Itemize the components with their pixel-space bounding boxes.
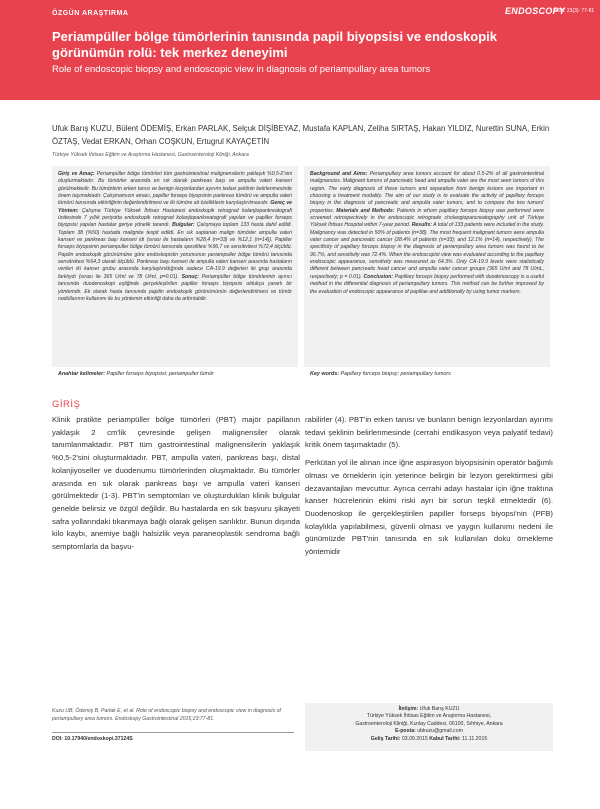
keywords-text: Papiller forseps biyopsisi; periampuller tümör: [105, 371, 214, 377]
accepted-date: 11.11.2015: [460, 735, 488, 742]
abstract-sentence: Periampüller bölge tümörlerinin ayırıcı tanısında duodenoskopi eşliğinde gerçekleştirilen papiller forseps biyopsisi oldukça yararlı bir yöntemdir. Ek olarak hasta tanısında papilin endoskopik görünümünün değerlendirilmesi ve tümör nodüllarının kullanımı ile bu yöntemin etkinliği daha da arttırılabilir.: [58, 273, 293, 302]
abstract-label: Results:: [411, 222, 432, 229]
corr-name: Ufuk Barış KUZU: [418, 706, 460, 712]
affiliation: Türkiye Yüksek İhtisas Eğitim ve Araştırma Hastanesi, Gastroenteroloji Kliniği, Ankara: [52, 152, 249, 158]
doi-link[interactable]: DOI: 10.17940/endoskopi.37124S: [52, 736, 133, 742]
abstract-label: Sonuç:: [181, 273, 199, 280]
abstract-turkish: [52, 166, 298, 367]
abstract-sentence: Periampüller bölge tümörleri tüm gastrointestinal malignensilerin yaklaşık %0,5-2'sini oluşturmaktadır. Bu tümörler arasında en sık olarak pankreas başı ve ampulla vateri kanseri görülmektedir. Bu tümörlerin erken tanısı ve benign lezyonlardan ayırımı tedavi şeklinin belirlenmesinde önem taşımaktadır. Çalışmamızın amacı, papiller forseps biyopsinin pankreas tümörü ve ampulla vateri tümörü tanısında etkinliğinin değerlendirilmesi ve iki tümöre ait özelliklerin karşılaştırılmasıdır.: [58, 171, 292, 207]
correspondence-email: [311, 728, 547, 735]
correspondence-address-1: Türkiye Yüksek İhtisas Eğitim ve Araştırma Hastanesi,: [366, 713, 492, 720]
abstract-label: Bulgular:: [172, 222, 195, 229]
keywords-label: Anahtar kelimeler:: [58, 371, 106, 377]
dates-line: [311, 736, 547, 743]
received-date: 03.09.2015: [400, 735, 428, 742]
correspondence-address-2: Gastroenteroloji Kliniği, Kızılay Caddesi, 06100, Sıhhiye, Ankara: [355, 720, 503, 727]
citation-badge: 2015; 23(3): 77-81: [553, 8, 595, 14]
abstract-label: Background and Aims:: [310, 171, 368, 177]
abstract-sentence: Patients in whom papillary forceps biopsy was performed were screened retrospectively in the endoscopic retrograde cholangiopancreatography unit of Türkiye Yüksek İhtisas Hospital within 7-year period.: [310, 207, 544, 229]
body-paragraph: Klinik pratikte periampüller bölge tümörleri (PBT) majör papillanın yaklaşık 2 cm'lik çevresinde gelişen malignensiler olarak tanımlanmaktadır. PBT tüm gastrointestinal malignensilerin yaklaşık %0,5-2'sini oluşturmaktadır. PBT, ampulla vateri, pankreas başı, distal kolanjiyoseller ve duodenumu tümörlerinden oluşmaktadır. Bu tümörler arasında en sık olarak pankreas başı ve ampulla vateri kanseri görülmektedir (1-3). PBT'in semptomları ve oluşturdukları klinik bulgular genelde belirsiz ve özgül değildir. Bu hastalarda en sık başvuru şikayeti safra yollarındaki tıkanmaya bağlı olarak gelişen sarılıktır. Bunun dışında kilo kaybı, anemiye bağlı halsizlik veya paraneoplastik sendroma bağlı semptomlarla da başvu-: [52, 415, 300, 552]
abstract-english-text: [310, 171, 544, 296]
body-column-right: [305, 414, 553, 564]
citation-note: Kuzu UB, Ödemiş B, Parlak E, et al. Role of endoscopic biopsy and endoscopic view in diagnosis of periampullary area tumors. Endoskopy Gastrointestinal 2015;23:77-81.: [52, 708, 281, 722]
correspondence-box: [305, 703, 553, 751]
title-turkish: Periampüller bölge tümörlerinin tanısında papil biyopsisi ve endoskopik görünümün rolü: tek merkez deneyimi: [52, 29, 497, 60]
abstract-label: Conclusion:: [363, 273, 394, 280]
abstract-sentence: Çalışma Türkiye Yüksek İhtisas Hastanesi endoskopik retrograd kolanjiopankreatografi ünitesinde 7 yıllık periyotta endoskopik retrograd kolanjiopankreatografi yapılan ve papiller forseps biyopsisi yapılan hastalar geriye yönelik tarandı.: [58, 207, 292, 229]
section-label: ÖZGÜN ARAŞTIRMA: [52, 10, 129, 17]
abstract-sentence: Çalışmaya toplam 133 hasta dahil edildi. Toplam 38 (%50) hastada malignite tespit edildi. En sık saptanan malign tümörler ampulla vateri kanseri ve pankreas başı kanseri idi (sırası ile hastaların %28,4 (n=33) ve %12,1 (n=14)). Papiller forseps biyopsinin periampuller bölge tümörü tanısında spesifitesi %96,7 ve sensitivitesi %72,4 ölçüldü. Papilin endoskopik görünümüne göre endoskopistin yorumunun periampuller bölge tümörü tanısında sensitivitesi %64,3 olarak ölçüldü. Pankreas başı kanseri ile ampulla vateri kanseri arasında hastaların verileri iki kanser grubu arasında karşılaştırıldığında sadece CA-19.9 değerleri iki grup arasında farklıydı (sırası ile 365 U/ml ve 78 U/ml, p=0.01).: [58, 222, 292, 280]
section-heading-intro: GİRİŞ: [52, 399, 81, 410]
accepted-label: Kabul Tarihi:: [429, 735, 461, 742]
abstract-sentence: A total of 133 patients were included in the study. Malignancy was detected in 50% of patients (n=38). The most frequent malignant tumors were ampulla vater cancer and pancreatic cancer (28.4% of patients (n=33); and 12.1% (n=14), respectively). The specificity of papillary forceps biopsy in the diagnosis of periampullary area tumors was found to be 96.7%, and sensitivity was 72.4%. When the endoscopist view was evaluated according to the papillary endoscopic appearance, sensitivity was measured as 64.3%. Only CA-19.9 levels were statistically different between pancreatic head cancer and ampulla vater cancer groups (365 U/ml and 78 U/mL, respectively; p = 0.01).: [310, 222, 544, 280]
abstract-sentence: Periampullary area tumors account for about 0.5-2% of all gastrointestinal malignancies. Malignant tumors of pancreatic head and ampulla vater are the most seen tumors of this region. The early diagnosis of these tumors and separation from benign lesions are important in choosing a treatment modality. The aim of our study is to evaluate the activity of papillary forceps biopsy in the diagnosis of pancreatic and ampulla vater tumors, and to compare the two tumors' properties.: [310, 171, 544, 214]
abstract-turkish-text: [58, 171, 292, 303]
body-column-left: [52, 414, 300, 559]
journal-logo: ENDOSCOPY: [505, 6, 566, 16]
header-band: [0, 0, 600, 100]
abstract-label: Materials and Methods:: [336, 207, 395, 214]
received-label: Geliş Tarihi:: [370, 735, 401, 742]
abstract-label: Giriş ve Amaç:: [58, 171, 95, 177]
abstract-sentence: Papillary forceps biopsy performed with duodenoscopy is a useful method in the differential diagnosis of periampullary tumors. This method can be further improved by the evaluation of endoscopic appearance of papillae and additionally by using tumor markers.: [310, 273, 544, 295]
keywords-turkish: [58, 371, 214, 377]
email-label: E-posta:: [395, 728, 416, 735]
footer-divider: [52, 732, 294, 733]
keywords-label: Key words:: [310, 371, 340, 377]
body-paragraph: Perkütan yol ile alınan ince iğne aspirasyon biyopsisinin operatör bağımlı olması ve örneklerin için yeterince belirgin bir lezyon gerektirmesi gibi dezavantajları mevcuttur. Ayrıca cerrahi adayı hastalar için iğne traktına kanser hücrelerinin ekimi riski ayrı bir sorun teşkil etmektedir (6). Duodenoskop ile gerçekleştirilen papiller forseps biyopsi'nin (PFB) kolaylıkla yapılabilmesi, güvenli olması ve yaygın kullanımı nedeni ile günümüzde PBT'nin tanısında en sık kullanılan doku örnekleme yöntemidir: [305, 458, 553, 557]
corr-label: İletişim:: [398, 706, 419, 712]
title-english: Role of endoscopic biopsy and endoscopic view in diagnosis of periampullary area tumors: [52, 64, 431, 75]
abstract-english: [304, 166, 550, 367]
abstract-label: Gereç ve Yöntem:: [58, 200, 293, 214]
body-paragraph: rabilirler (4). PBT'in erken tanısı ve bunların benign lezyonlardan ayırımı tedavi şeklinin belirlenmesinde (cerrahi endikasyon veya palyatif tedavi) kritik önem taşımaktadır (5).: [305, 415, 553, 450]
author-list: Ufuk Barış KUZU, Bülent ÖDEMİŞ, Erkan PARLAK, Selçuk DİŞİBEYAZ, Mustafa KAPLAN, Zeliha SIRTAŞ, Hakan YILDIZ, Nurettin SUNA, Erkin ÖZTAŞ, Vedat ERKAN, Orhan COŞKUN, Ertugrul KAYAÇETİN: [52, 124, 550, 146]
keywords-english: [310, 371, 451, 377]
email-link[interactable]: ubkuzu@gmail.com: [415, 728, 463, 735]
keywords-text: Papillary forceps biopsy; periampullary tumors: [339, 371, 451, 377]
